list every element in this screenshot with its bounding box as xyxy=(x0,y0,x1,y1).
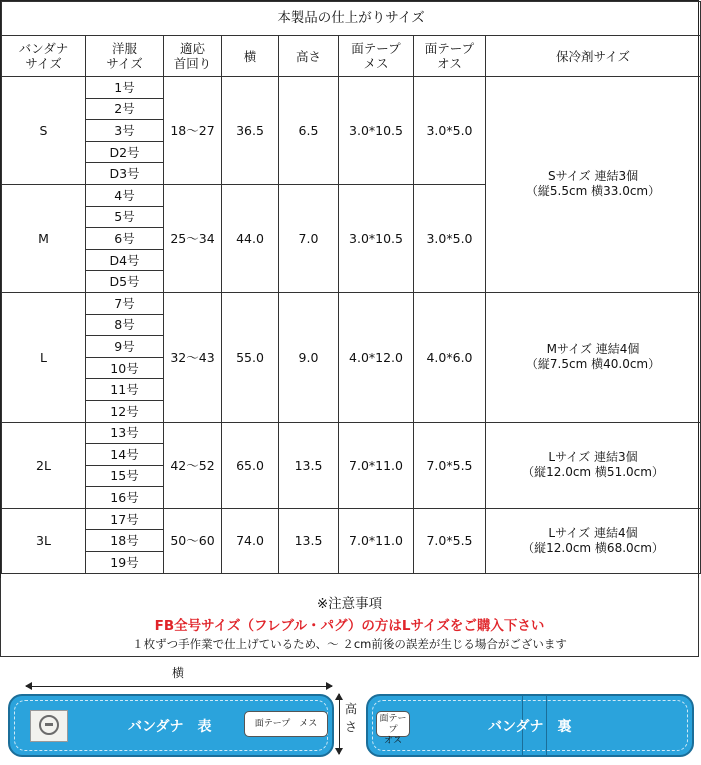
bandana-size-cell: 2L xyxy=(2,422,86,508)
bandana-back-label: バンダナ 裏 xyxy=(488,719,572,735)
clothes-size-cell: 6号 xyxy=(86,228,164,250)
bandana-size-cell: S xyxy=(2,77,86,185)
header-tape-female: 面テープ メス xyxy=(339,36,414,77)
notes-alert: FB全号サイズ（フレブル・パグ）の方はLサイズをご購入下さい xyxy=(154,618,545,634)
width-cell: 74.0 xyxy=(222,508,279,573)
neck-cell: 50〜60 xyxy=(164,508,222,573)
notes-body: １枚ずつ手作業で仕上げているため、〜 ２cm前後の誤差が生じる場合がございます xyxy=(132,637,567,651)
tape-male-cell: 7.0*5.5 xyxy=(414,422,486,508)
notes-title: ※注意事項 xyxy=(316,596,383,612)
velcro-female-tag: 面テープ メス xyxy=(244,711,328,737)
table-row xyxy=(2,77,701,99)
width-cell: 44.0 xyxy=(222,184,279,292)
clothes-size-cell: 14号 xyxy=(86,444,164,466)
height-cell: 7.0 xyxy=(279,184,339,292)
clothes-size-cell: D3号 xyxy=(86,163,164,185)
width-cell: 65.0 xyxy=(222,422,279,508)
bandana-size-cell: 3L xyxy=(2,508,86,573)
velcro-male-tag: 面テープ オス xyxy=(376,711,410,737)
bandana-size-cell: L xyxy=(2,292,86,422)
notes-section xyxy=(0,578,699,657)
clothes-size-cell: 11号 xyxy=(86,379,164,401)
bandana-front xyxy=(8,694,334,757)
clothes-size-cell: 19号 xyxy=(86,552,164,574)
neck-cell: 42〜52 xyxy=(164,422,222,508)
header-neck: 適応 首回り xyxy=(164,36,222,77)
width-arrow-icon xyxy=(26,686,332,687)
clothes-size-cell: 2号 xyxy=(86,98,164,120)
neck-cell: 32〜43 xyxy=(164,292,222,422)
height-cell: 13.5 xyxy=(279,422,339,508)
tape-male-cell: 7.0*5.5 xyxy=(414,508,486,573)
width-cell: 55.0 xyxy=(222,292,279,422)
tape-male-cell: 4.0*6.0 xyxy=(414,292,486,422)
table-row xyxy=(2,292,701,314)
neck-cell: 18〜27 xyxy=(164,77,222,185)
tape-male-cell: 3.0*5.0 xyxy=(414,77,486,185)
tape-female-cell: 3.0*10.5 xyxy=(339,77,414,185)
clothes-size-cell: 5号 xyxy=(86,206,164,228)
width-cell: 36.5 xyxy=(222,77,279,185)
clothes-size-cell: 3号 xyxy=(86,120,164,142)
clothes-size-cell: 10号 xyxy=(86,357,164,379)
clothes-size-cell: 4号 xyxy=(86,184,164,206)
height-cell: 9.0 xyxy=(279,292,339,422)
size-table xyxy=(1,1,701,574)
height-cell: 13.5 xyxy=(279,508,339,573)
tape-female-cell: 3.0*10.5 xyxy=(339,184,414,292)
clothes-size-cell: 15号 xyxy=(86,465,164,487)
clothes-size-cell: 17号 xyxy=(86,508,164,530)
clothes-size-cell: D2号 xyxy=(86,141,164,163)
tape-female-cell: 7.0*11.0 xyxy=(339,422,414,508)
header-ice-pack: 保冷剤サイズ xyxy=(486,36,701,77)
table-row xyxy=(2,508,701,530)
header-clothes-size: 洋服 サイズ xyxy=(86,36,164,77)
brand-logo xyxy=(30,710,68,742)
bandana-front-label: バンダナ 表 xyxy=(128,719,212,735)
clothes-size-cell: 1号 xyxy=(86,77,164,99)
tape-female-cell: 7.0*11.0 xyxy=(339,508,414,573)
ice-pack-cell: Lサイズ 連結4個 （縦12.0cm 横68.0cm） xyxy=(486,508,701,573)
height-arrow-icon xyxy=(339,694,340,754)
clothes-size-cell: 9号 xyxy=(86,336,164,358)
tape-female-cell: 4.0*12.0 xyxy=(339,292,414,422)
ice-pack-cell: Lサイズ 連結3個 （縦12.0cm 横51.0cm） xyxy=(486,422,701,508)
clothes-size-cell: 12号 xyxy=(86,400,164,422)
clothes-size-cell: 13号 xyxy=(86,422,164,444)
table-title: 本製品の仕上がりサイズ xyxy=(2,2,701,36)
height-cell: 6.5 xyxy=(279,77,339,185)
clothes-size-cell: 18号 xyxy=(86,530,164,552)
height-dimension-label: 高さ xyxy=(345,702,358,734)
clothes-size-cell: D5号 xyxy=(86,271,164,293)
header-width: 横 xyxy=(222,36,279,77)
table-row xyxy=(2,422,701,444)
tape-male-cell: 3.0*5.0 xyxy=(414,184,486,292)
bandana-size-cell: M xyxy=(2,184,86,292)
clothes-size-cell: D4号 xyxy=(86,249,164,271)
header-height: 高さ xyxy=(279,36,339,77)
ice-pack-cell: Mサイズ 連結4個 （縦7.5cm 横40.0cm） xyxy=(486,292,701,422)
clothes-size-cell: 8号 xyxy=(86,314,164,336)
ice-pack-cell: Sサイズ 連結3個 （縦5.5cm 横33.0cm） xyxy=(486,77,701,293)
header-bandana-size: バンダナ サイズ xyxy=(2,36,86,77)
clothes-size-cell: 16号 xyxy=(86,487,164,509)
header-tape-male: 面テープ オス xyxy=(414,36,486,77)
width-dimension-label: 横 xyxy=(172,666,185,680)
clothes-size-cell: 7号 xyxy=(86,292,164,314)
bandana-back xyxy=(366,694,694,757)
neck-cell: 25〜34 xyxy=(164,184,222,292)
